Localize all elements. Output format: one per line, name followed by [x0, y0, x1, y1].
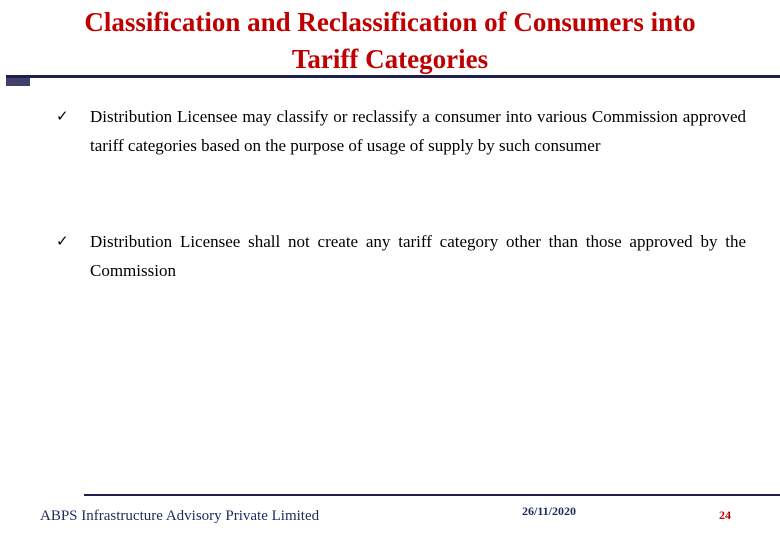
footer-company-name: ABPS Infrastructure Advisory Private Limited [40, 508, 320, 524]
title-divider [6, 75, 780, 78]
bullet-item-2 [56, 227, 746, 285]
bullet-text-1: Distribution Licensee may classify or reclassify a consumer into various Commission approved tariff categories based on the purpose of usage of supply by such consumer [90, 107, 746, 155]
title-divider-accent [6, 78, 30, 86]
slide-title-line-2: Tariff Categories [291, 44, 489, 74]
page-number: 24 [719, 508, 731, 522]
footer-divider [84, 494, 780, 496]
checkmark-icon: ✓ [56, 232, 69, 250]
bullet-item-1 [56, 102, 746, 160]
slide-title-line-1: Classification and Reclassification of Consumers into [84, 7, 696, 37]
bullet-text-2: Distribution Licensee shall not create any tariff category other than those approved by the Commission [90, 232, 746, 280]
checkmark-icon: ✓ [56, 107, 69, 125]
slide-title [0, 4, 780, 78]
footer-date: 26/11/2020 [522, 504, 577, 518]
